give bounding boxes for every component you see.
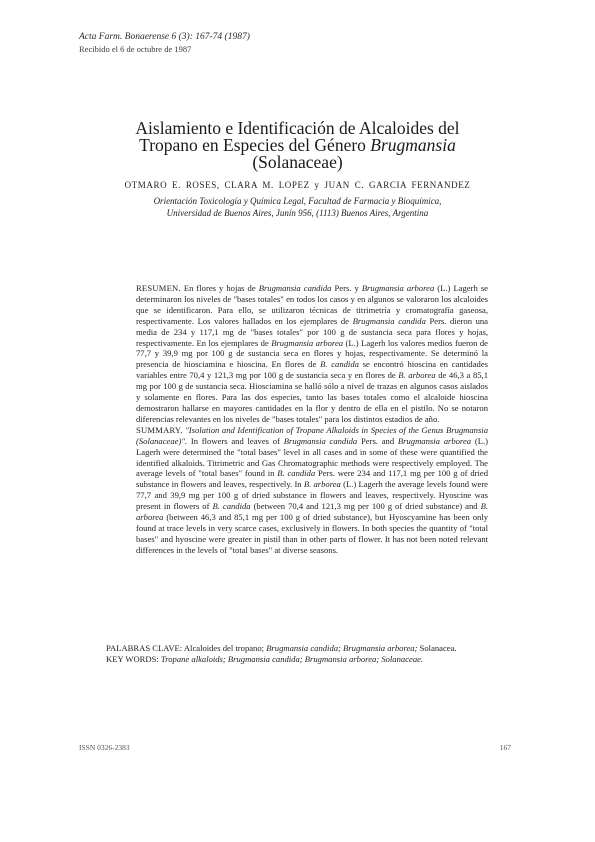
key-words-label: KEY WORDS: [106, 653, 159, 664]
journal-citation: Acta Farm. Bonaerense 6 (3): 167-74 (1987) [79, 32, 250, 42]
species-name: Brugmansia arborea [397, 435, 472, 446]
palabras-clave-text: Solanacea. [417, 643, 457, 653]
summary-text: Pers. and [357, 435, 398, 446]
paper-title [0, 120, 595, 171]
resumen-text: se encontró hioscina en cantidades variables entre 70,4 y 121,3 mg por 100 g de sustancia seca y en flores de [136, 359, 489, 381]
resumen-text: Pers. dieron una media de 234 y 117,1 mg de "bases totales" por 100 g de sustancia seca para flores y hojas, respectivamente. En los ejemplares de [136, 315, 488, 348]
affiliation-line-1: Orientación Toxicología y Química Legal, Facultad de Farmacia y Bioquímica, [153, 196, 442, 206]
received-date: Recibido el 6 de octubre de 1987 [79, 44, 192, 54]
abstract-block [136, 283, 488, 556]
authors: OTMARO E. ROSES, CLARA M. LOPEZ y JUAN C. GARCIA FERNANDEZ [124, 180, 471, 190]
species-name: Brugmansia candida [283, 435, 358, 446]
species-name: Brugmansia arborea [361, 283, 435, 293]
resumen-text: En flores y hojas de [180, 283, 259, 293]
title-line-2-text: Tropano en Especies del Género [139, 135, 371, 155]
summary-text: In flowers and leaves of [187, 435, 284, 446]
resumen-text: (L.) Lagerh los valores medios fueron de 77,7 y 39,9 mg por 100 g de sustancia seca en flores y hojas, respectivamente. Se determinó la presencia de hiosciamina e hioscina. En flores de [136, 337, 488, 370]
summary-title: "Isolation and Identification of Tropane Alkaloids in Species of the Genus Brugmansia (Solanaceae)". [136, 424, 488, 446]
summary-paragraph [136, 425, 488, 556]
summary-text: (L.) Lagerh were determined the "total bases" level in all cases and in some of these were quantified the identified alkaloids. Titrimetric and Gas Chromatographic methods were respectively employed. The average levels of "total bases" found in [136, 435, 488, 479]
page-number: 167 [499, 743, 511, 752]
summary-text: (L.) Lagerh the average levels found were 77,7 and 39,9 mg per 100 g of dried substance in flowers and leaves, respectively. Hyoscine was present in flowers of [136, 479, 488, 512]
species-name: Brugmansia arborea [271, 337, 344, 348]
key-words-text: Tropane alkaloids; Brugmansia candida; Brugmansia arborea; Solanaceae. [158, 653, 424, 664]
palabras-clave-label: PALABRAS CLAVE: [106, 643, 183, 653]
species-name: B. arborea [303, 479, 341, 490]
resumen-text: Pers. y [331, 283, 362, 293]
title-genus: Brugmansia [370, 135, 456, 155]
species-name: B. candida [320, 359, 359, 370]
species-name: B. candida [277, 468, 316, 479]
species-name: Brugmansia candida [352, 315, 426, 326]
species-name: B. candida [212, 501, 251, 512]
affiliation [0, 196, 595, 219]
summary-text: Pers. were 234 and 117,1 mg per 100 g of dried substance in flowers and leaves, respectively. In [136, 468, 489, 490]
resumen-text: de 46,3 a 85,1 mg por 100 g de sustancia seca. Hiosciamina se halló sólo a nivel de trazas en algunos casos aislados y solamente en flores. Para las dos especies, tanto las bases totales como el alcaloide hioscina demostraron hallarse en mayores cantidades en la flor y dentro de ella en el pistilo. No se notaron diferencias relevantes en los niveles de "bases totales" para los distintos estadios de año. [136, 370, 488, 424]
palabras-clave-species: Brugmansia candida; Brugmansia arborea; [266, 643, 418, 653]
key-words [106, 654, 510, 665]
summary-text: (between 46,3 and 85,1 mg per 100 g of dried substance), but Hyoscyamine has been only found at trace levels in very scarce cases, exclusively in flowers. In both species the quantity of "total bases" and hyoscine were greater in pistil than in other parts of flower. It has not been noted relevant differences in the levels of "total bases" at diverse seasons. [136, 512, 488, 555]
palabras-clave [106, 643, 510, 654]
affiliation-line-2: Universidad de Buenos Aires, Junín 956, (1113) Buenos Aires, Argentina [166, 207, 429, 218]
resumen-paragraph [136, 283, 488, 425]
issn: ISSN 0326-2383 [79, 743, 130, 752]
title-line-3: (Solanaceae) [252, 152, 343, 172]
keywords-block [106, 643, 510, 665]
palabras-clave-text: Alcaloides del tropano; [182, 643, 267, 653]
resumen-text: (L.) Lagerh se determinaron los niveles de "bases totales" en todos los casos y en algunos se valoraron los alcaloides que se identificaron. Para ello, se utilizaron técnicas de titrimetría y cromatografía gaseosa, respectivamente. Los valores hallados en los ejemplares de [136, 283, 488, 326]
summary-text: (between 70,4 and 121,3 mg per 100 g of dried substance) and [250, 501, 481, 512]
species-name: B. arborea [136, 501, 488, 523]
species-name: B. arborea [398, 370, 436, 381]
resumen-label: RESUMEN. [136, 283, 181, 293]
species-name: Brugmansia candida [258, 283, 332, 293]
summary-label: SUMMARY. [136, 424, 183, 435]
title-line-1: Aislamiento e Identificación de Alcaloides del [135, 118, 460, 138]
